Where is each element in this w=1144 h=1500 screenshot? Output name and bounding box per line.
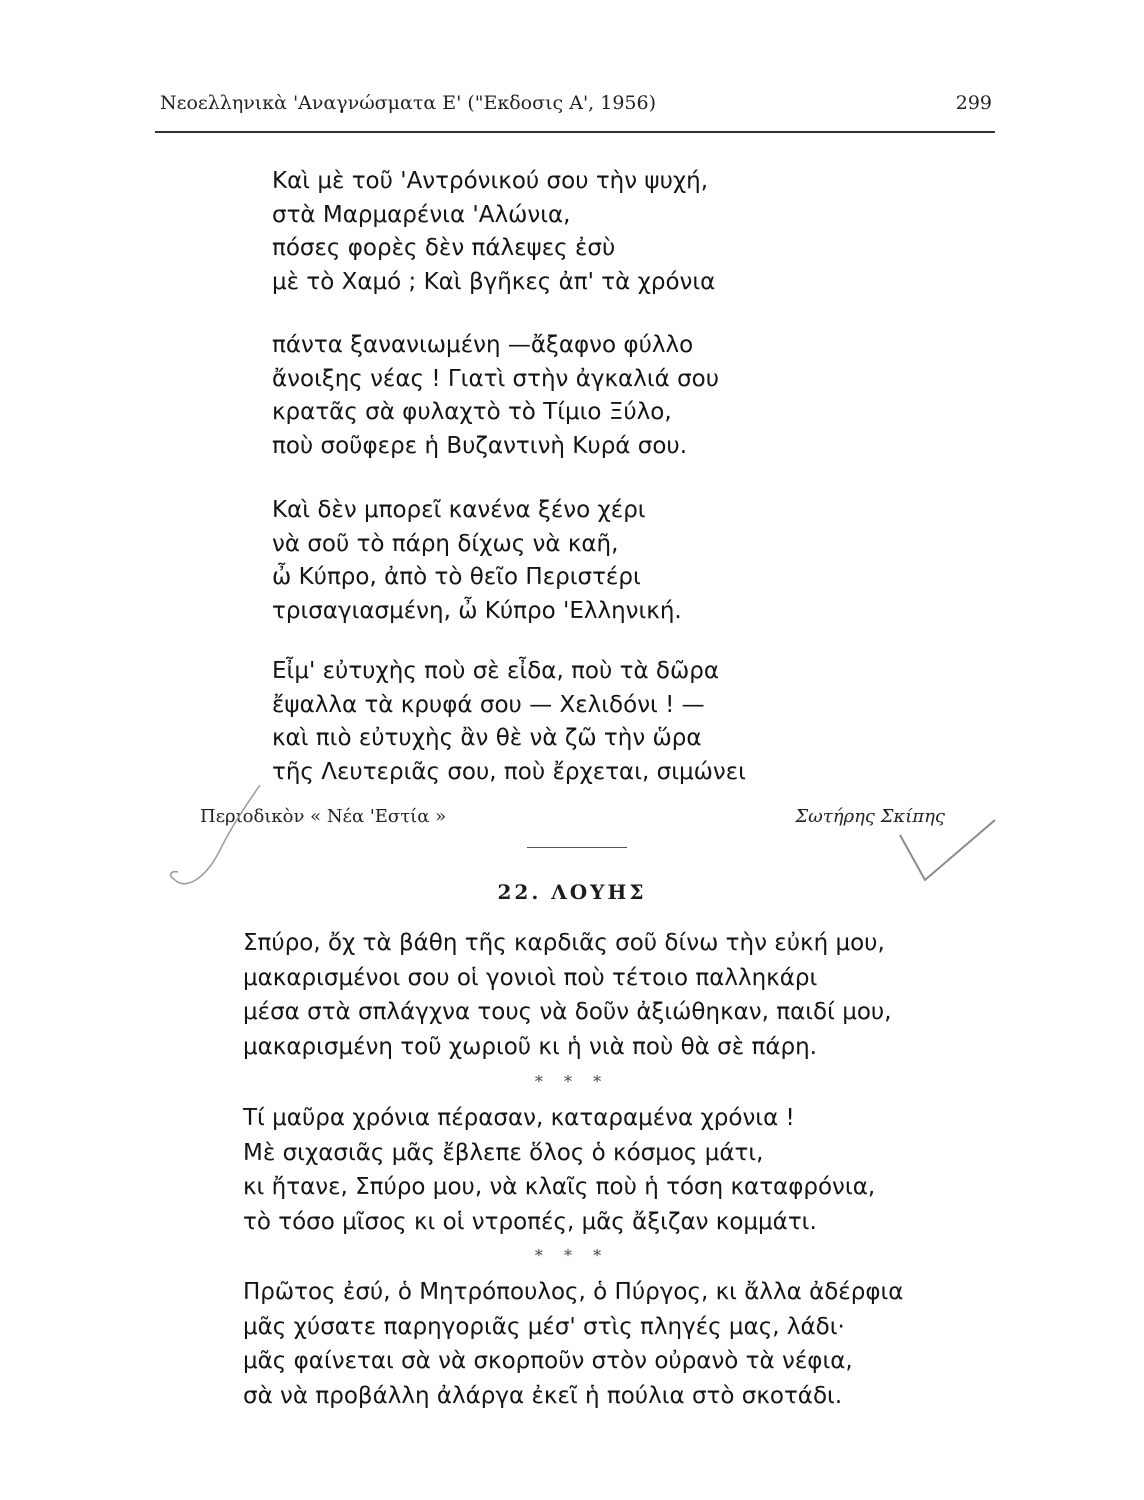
verse-line: Καὶ μὲ τοῦ 'Αντρόνικού σου τὴν ψυχή, (272, 168, 709, 194)
verse-line: τρισαγιασμένη, ὦ Κύπρο 'Ελληνική. (272, 597, 682, 624)
stanza-separator: * * * (534, 1246, 610, 1265)
poem1-stanza-4 (272, 655, 746, 789)
stanza-separator: * * * (534, 1072, 610, 1091)
poem2-stanza-2 (243, 1101, 875, 1239)
verse-line: κρατᾶς σὰ φυλαχτὸ τὸ Τίμιο Ξύλο, (272, 399, 672, 425)
verse-line: μέσα στὰ σπλάγχνα τους νὰ δοῦν ἀξιώθηκαν, παιδί μου, (243, 999, 892, 1025)
pencil-check-mark (160, 780, 270, 890)
verse-line: πόσες φορὲς δὲν πάλεψες ἐσὺ (272, 235, 616, 261)
verse-line: πάντα ξανανιωμένη —ἄξαφνο φύλλο (272, 332, 694, 358)
verse-line: Σπύρο, ὄχ τὰ βάθη τῆς καρδιᾶς σοῦ δίνω τὴν εὐκή μου, (243, 930, 885, 956)
poem1-stanza-3 (272, 494, 682, 628)
verse-line: μᾶς χύσατε παρηγοριᾶς μέσ' στὶς πληγές μας, λάδι· (243, 1313, 845, 1340)
verse-line: μᾶς φαίνεται σὰ νὰ σκορποῦν στὸν οὐρανὸ τὰ νέφια, (243, 1348, 853, 1374)
verse-line: ὦ Κύπρο, ἀπὸ τὸ θεῖο Περιστέρι (272, 564, 641, 590)
verse-line: Πρῶτος ἐσύ, ὁ Μητρόπουλος, ὁ Πύργος, κι ἄλλα ἀδέρφια (243, 1279, 904, 1305)
verse-line: μακαρισμένοι σου οἱ γονιοὶ ποὺ τέτοιο παλληκάρι (243, 964, 818, 991)
verse-line: μακαρισμένη τοῦ χωριοῦ κι ἡ νιὰ ποὺ θὰ σὲ πάρη. (243, 1033, 817, 1060)
verse-line: σὰ νὰ προβάλλη ἀλάργα ἐκεῖ ἡ πούλια στὸ σκοτάδι. (243, 1382, 843, 1409)
poem1-byline (200, 806, 945, 827)
verse-line: τῆς Λευτεριᾶς σου, ποὺ ἔρχεται, σιμώνει (272, 758, 746, 785)
verse-line: στὰ Μαρμαρένια 'Αλώνια, (272, 201, 571, 228)
poem2-title: 22. ΛΟΥΗΣ (497, 880, 647, 904)
pencil-check-mark (895, 795, 1005, 895)
section-divider (527, 847, 627, 848)
verse-line: Μὲ σιχασιᾶς μᾶς ἔβλεπε ὅλος ὁ κόσμος μάτι, (243, 1139, 764, 1166)
verse-line: Καὶ δὲν μπορεῖ κανένα ξένο χέρι (272, 497, 646, 523)
header-rule (155, 131, 995, 133)
author-name: Σωτήρης Σκίπης (795, 806, 945, 827)
verse-line: Εἶμ' εὐτυχὴς ποὺ σὲ εἶδα, ποὺ τὰ δῶρα (272, 658, 720, 684)
verse-line: καὶ πιὸ εὐτυχὴς ἂν θὲ νὰ ζῶ τὴν ὥρα (272, 725, 702, 751)
poem1-stanza-1 (272, 165, 715, 299)
verse-line: κι ἤτανε, Σπύρο μου, νὰ κλαῖς ποὺ ἡ τόση καταφρόνια, (243, 1174, 876, 1200)
page-header (160, 92, 992, 114)
poem1-stanza-2 (272, 329, 719, 463)
poem2-stanza-3 (243, 1275, 903, 1413)
verse-line: ἔψαλλα τὰ κρυφά σου — Χελιδόνι ! — (272, 691, 705, 718)
poem2-stanza-1 (243, 926, 892, 1064)
verse-line: τὸ τόσο μῖσος κι οἱ ντροπές, μᾶς ἄξιζαν κομμάτι. (243, 1208, 817, 1235)
verse-line: ἄνοιξης νέας ! Γιατὶ στὴν ἀγκαλιά σου (272, 365, 720, 392)
verse-line: νὰ σοῦ τὸ πάρη δίχως νὰ καῆ, (272, 530, 619, 557)
verse-line: Τί μαῦρα χρόνια πέρασαν, καταραμένα χρόνια ! (243, 1105, 795, 1131)
verse-line: ποὺ σοῦφερε ἡ Βυζαντινὴ Κυρά σου. (272, 432, 688, 459)
running-title: Νεοελληνικὰ 'Αναγνώσματα Ε' ("Εκδοσις Α', 1956) (160, 92, 657, 114)
source-citation: Περιοδικὸν « Νέα 'Εστία » (200, 806, 447, 827)
page-number: 299 (955, 92, 992, 114)
verse-line: μὲ τὸ Χαμό ; Καὶ βγῆκες ἀπ' τὰ χρόνια (272, 268, 716, 295)
